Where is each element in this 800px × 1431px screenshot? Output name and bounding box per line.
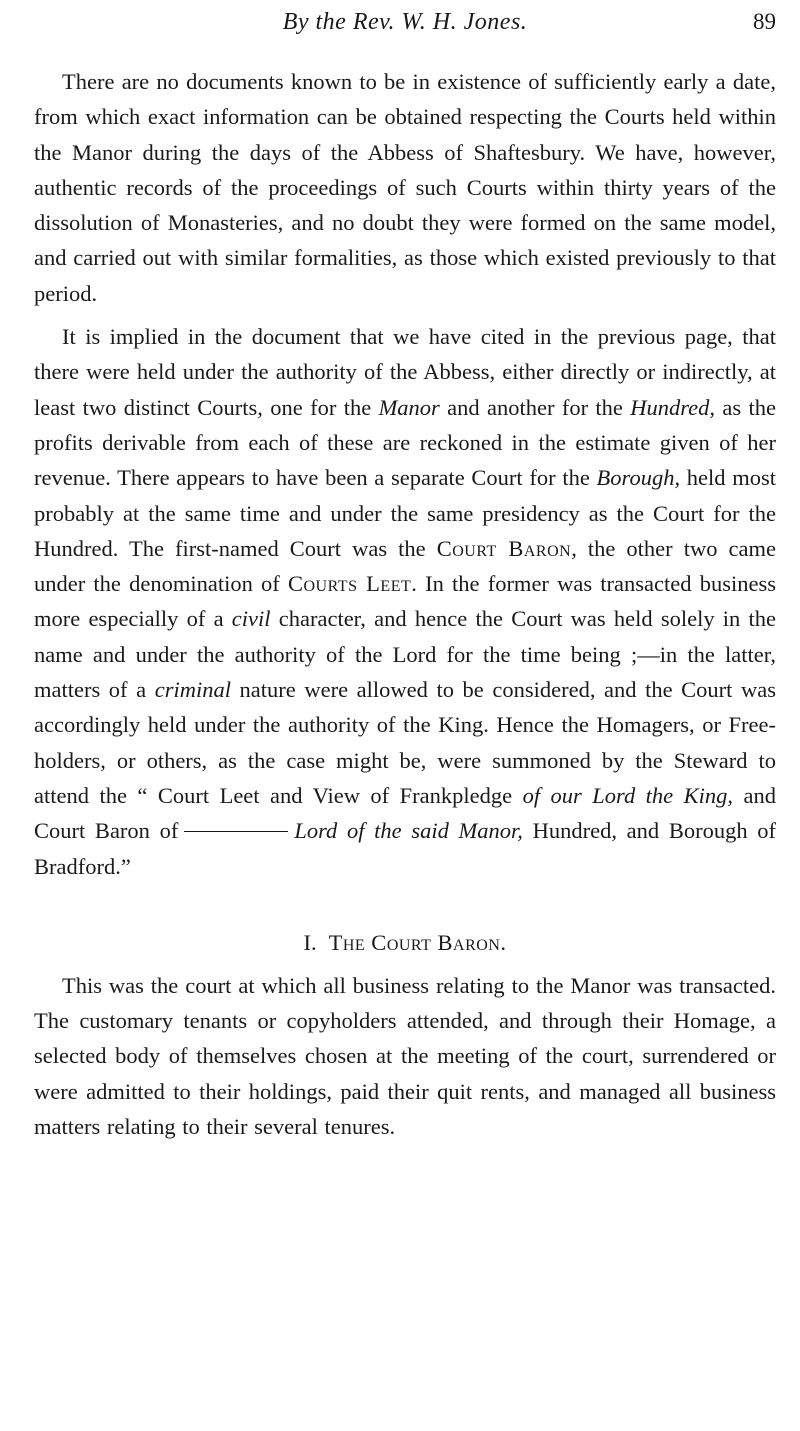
italic-borough: Borough, — [596, 465, 681, 491]
italic-criminal: criminal — [154, 677, 231, 703]
section-title: The Court Baron. — [328, 929, 507, 955]
text-run: . In the former was transacted business more especially of a — [34, 571, 776, 632]
section-heading — [34, 928, 776, 958]
text-run: held most probably at the same time and under the same presidency as the Court for the Hundred. The first-named Court was the — [34, 465, 776, 561]
paragraph-court-baron: This was the court at which all business relating to the Manor was transacted. The customary tenants or copyholders attended, and through their Homage, a selected body of themselves chosen at the meeting of the court, surrendered or were admitted to their holdings, paid their quit rents, and managed all business matters relating to their several tenures. — [34, 972, 776, 1140]
text-run: , the other two came under the denomination of — [34, 535, 776, 597]
text-run: as the profits derivable from each of these are reckoned in the estimate given of her revenue. There appears to have been a separate Court for the — [34, 394, 777, 491]
text-run: Hundred, and Borough of Bradford.” — [34, 818, 776, 879]
blank-dash-rule — [184, 831, 288, 832]
running-title: By the Rev. W. H. Jones. — [282, 9, 528, 35]
text-run: character, and hence the Court was held solely in the name and under the authority of the Lord for the time being ;—in the latter, matters of a — [34, 606, 776, 703]
text-run: and another for the — [439, 394, 631, 420]
small-caps-courts-leet: Courts Leet — [287, 571, 412, 597]
text-run: nature were allowed to be considered, and the Court was accordingly held under the authority of the King. Hence the Homagers, or Free-holders, or others, as the case might be, were summoned by the Steward to attend the “ Court Leet and View of Frankpledge — [34, 677, 776, 808]
text-run: It is implied in the document that we have cited in the previous page, that there were held under the authority of the Abbess, either directly or indirectly, at least two distinct Courts, one for the — [34, 324, 776, 420]
italic-lord-said-manor: Lord of the said Manor, — [294, 818, 523, 844]
paragraph-documents: There are no documents known to be in existence of sufficiently early a date, from which exact information can be obtained respecting the Courts held within the Manor during the days of the Abbess of Shaftesbury. We have, however, authentic records of the proceedings of such Courts within thirty years of the dissolution of Monasteries, and no doubt they were formed on the same model, and carried out with similar formalities, as those which existed previously to that period. — [34, 69, 776, 306]
book-page — [34, 0, 776, 1431]
paragraph-courts — [34, 319, 776, 884]
text-run: and Court Baron of — [34, 782, 776, 844]
italic-manor: Manor — [378, 394, 440, 420]
small-caps-court-baron: Court Baron — [436, 535, 572, 561]
section-numeral: I. — [303, 929, 317, 955]
italic-hundred: Hundred, — [630, 394, 716, 420]
page-number: 89 — [753, 9, 776, 34]
italic-civil: civil — [231, 606, 271, 632]
running-head — [34, 0, 776, 54]
italic-lord-the-king: of our Lord the King, — [522, 782, 734, 808]
